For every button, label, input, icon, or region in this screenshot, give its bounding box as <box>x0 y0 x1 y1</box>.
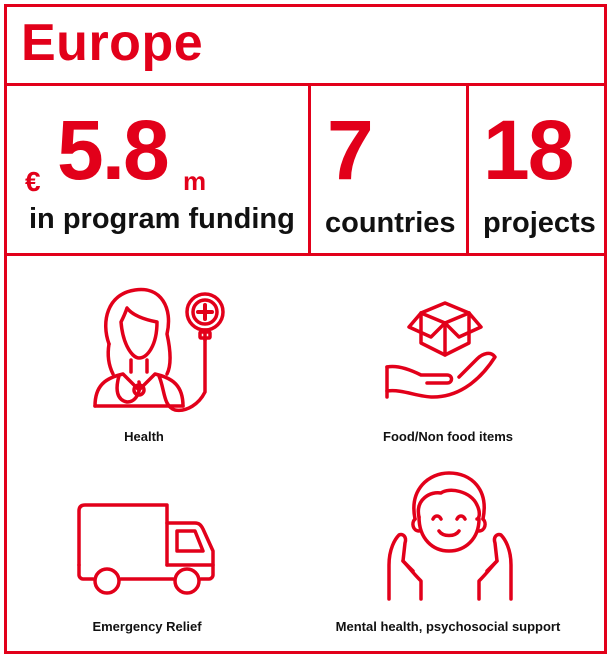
currency-symbol: € <box>25 166 41 197</box>
health-worker-icon <box>87 282 227 417</box>
region-title: Europe <box>21 14 204 72</box>
health-label: Health <box>124 429 164 444</box>
funding-label: in program funding <box>29 203 295 235</box>
funding-unit: m <box>183 166 207 196</box>
projects-value: 18 <box>483 103 573 197</box>
europe-card <box>4 4 607 654</box>
hand-box-icon <box>381 293 505 403</box>
projects-stat <box>469 86 604 253</box>
countries-stat <box>311 86 469 253</box>
funding-stat <box>7 86 311 253</box>
title-row <box>7 7 604 86</box>
truck-icon <box>73 501 219 597</box>
projects-label: projects <box>483 207 596 239</box>
mental-health-label: Mental health, psychosocial support <box>335 619 561 634</box>
stats-row <box>7 86 604 256</box>
emergency-relief-label: Emergency Relief <box>92 619 202 634</box>
countries-label: countries <box>325 207 456 239</box>
food-label: Food/Non food items <box>383 429 513 444</box>
funding-value: 5.8 <box>57 103 168 197</box>
smiling-person-hands-icon <box>385 469 515 601</box>
countries-value: 7 <box>327 103 374 197</box>
